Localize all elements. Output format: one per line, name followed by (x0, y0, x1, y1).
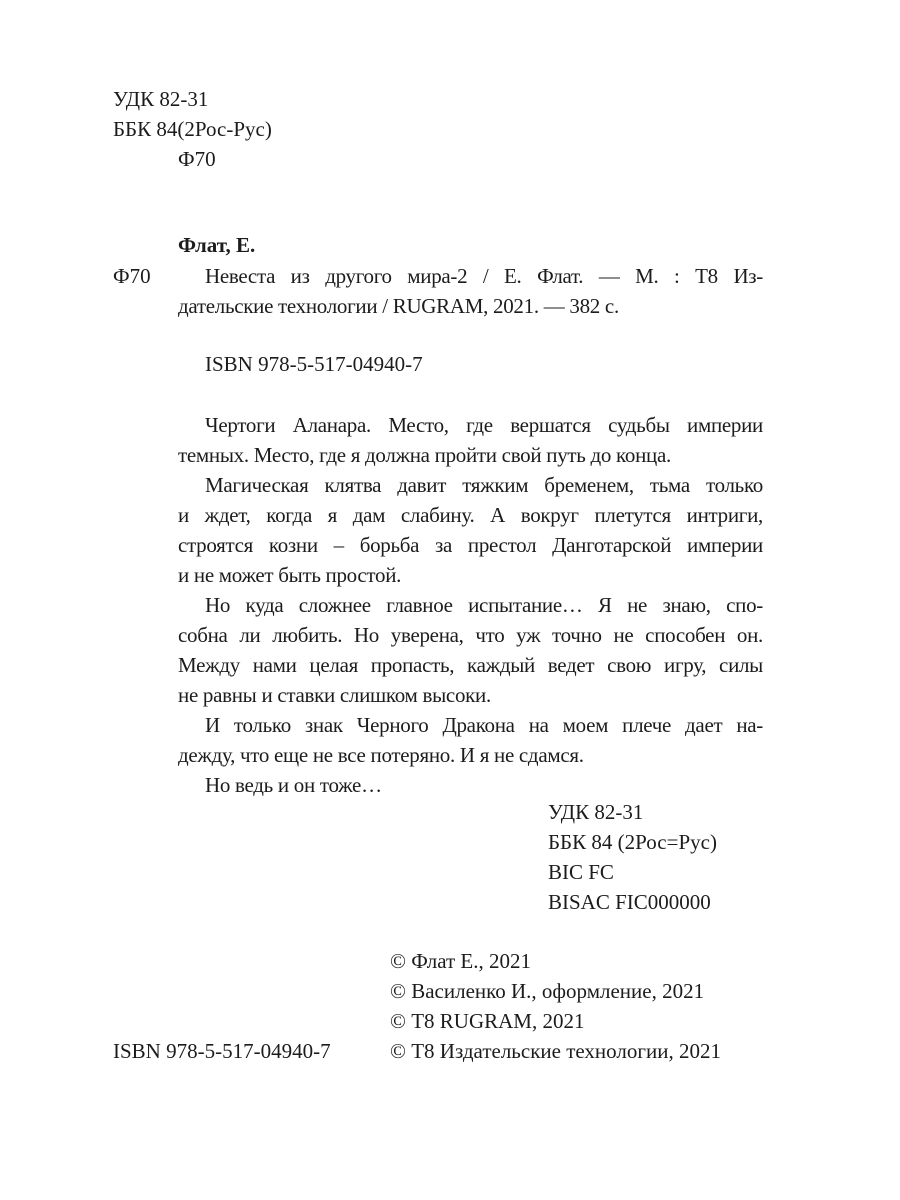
copyright-line: © Т8 RUGRAM, 2021 (390, 1009, 585, 1033)
annotation-line: Между нами целая пропасть, каждый ведет свою игру, силы (178, 653, 763, 677)
bic-code: BIC FC (548, 860, 614, 884)
card-line: дательские технологии / RUGRAM, 2021. — 382 с. (178, 294, 619, 318)
annotation-line: и ждет, когда я дам слабину. А вокруг плетутся интриги, (178, 503, 763, 527)
catalog-codes-top (113, 84, 272, 174)
annotation-line: И только знак Черного Дракона на моем плече дает на- (205, 713, 763, 737)
isbn-line-card: ISBN 978-5-517-04940-7 (205, 352, 423, 376)
annotation-line: Но ведь и он тоже… (205, 773, 382, 797)
isbn-line-bottom: ISBN 978-5-517-04940-7 (113, 1039, 331, 1063)
annotation-line: Но куда сложнее главное испытание… Я не знаю, спо- (205, 593, 763, 617)
annotation-line: строятся козни – борьба за престол Данготарской империи (178, 533, 763, 557)
udk-code-top: УДК 82-31 (113, 87, 209, 111)
bbk-code-bottom: ББК 84 (2Рос=Рус) (548, 830, 717, 854)
author-heading: Флат, Е. (178, 233, 256, 257)
catalog-card-text (178, 261, 763, 321)
annotation (178, 410, 763, 800)
classification-codes (548, 797, 717, 917)
copyright-line: © Флат Е., 2021 (390, 949, 532, 973)
catalog-card (113, 261, 763, 321)
annotation-line: и не может быть простой. (178, 563, 402, 587)
bisac-code: BISAC FIC000000 (548, 890, 711, 914)
annotation-line: дежду, что еще не все потеряно. И я не сдамся. (178, 743, 584, 767)
copyright-line: © Василенко И., оформление, 2021 (390, 979, 705, 1003)
author-sign-card: Ф70 (113, 264, 151, 288)
annotation-line: собна ли любить. Но уверена, что уж точно не способен он. (178, 623, 763, 647)
copyright-line: © Т8 Издательские технологии, 2021 (390, 1039, 721, 1063)
copyright-block (390, 946, 721, 1066)
bbk-code-top: ББК 84(2Рос-Рус) (113, 117, 272, 141)
author-sign-top: Ф70 (178, 147, 216, 171)
annotation-line: Магическая клятва давит тяжким бременем, тьма только (205, 473, 763, 497)
annotation-line: не равны и ставки слишком высоки. (178, 683, 491, 707)
udk-code-bottom: УДК 82-31 (548, 800, 644, 824)
annotation-line: темных. Место, где я должна пройти свой путь до конца. (178, 443, 671, 467)
card-line: Невеста из другого мира-2 / Е. Флат. — М. : Т8 Из- (205, 264, 763, 288)
annotation-line: Чертоги Аланара. Место, где вершатся судьбы империи (205, 413, 763, 437)
